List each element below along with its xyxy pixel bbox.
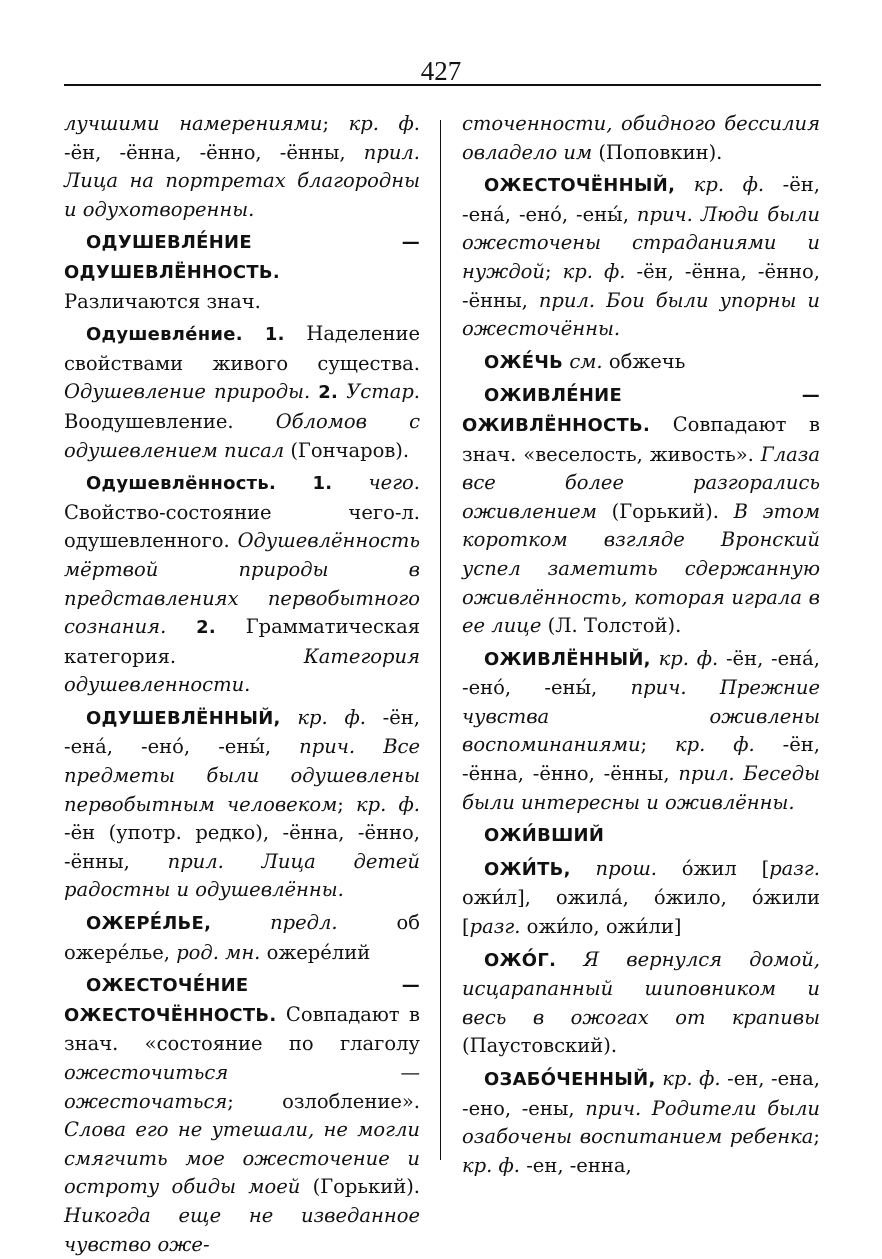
entry-text: (Поповкин). (592, 140, 723, 164)
entry-text: (Горький). (596, 499, 734, 523)
entry-text: ожи́ло, ожи́ли] (520, 915, 682, 939)
italic-text: кр. ф. (356, 792, 420, 816)
italic-text: ожесточиться — ожесточаться (64, 1061, 420, 1113)
italic-text: прош. (595, 856, 657, 880)
italic-text: Обломов с одушевлением писал (64, 409, 420, 462)
entry-text: ожере́лий (260, 940, 371, 964)
italic-text: кр. ф. (675, 733, 755, 757)
entry-text: (Паустовский). (462, 1034, 618, 1058)
entry-headword: ОЖО́Г. (484, 949, 557, 971)
entry-headword: ОЖИВЛЕ́НИЕ — ОЖИВЛЁННОСТЬ. (462, 385, 820, 436)
italic-text: прил. Беседы были интересны и оживлённы. (462, 762, 820, 814)
entry-headword: ОЖИВЛЁННЫЙ, (484, 648, 651, 670)
entry-text: Наделение свойствами живого существа. (64, 322, 420, 375)
italic-text: кр. ф. (658, 646, 719, 670)
entry-headword: 2. (318, 382, 339, 404)
dictionary-entry (462, 110, 820, 167)
dictionary-entry (462, 855, 820, 942)
entry-text: -ён (употр. редко), -ённа, -ённо, -ённы, (64, 821, 420, 873)
entry-text: ; (813, 1125, 820, 1149)
italic-text: Я вернулся домой, исцарапанный шиповником и весь в ожогах от крапивы (462, 947, 820, 1029)
entry-text: -ён, -ена́, -ено́, -ены́, (462, 173, 820, 226)
italic-text: разг. (469, 915, 521, 939)
italic-text: сточенности, обидного бессилия овладело им (462, 112, 820, 164)
dictionary-entry (462, 171, 820, 344)
italic-text: см. (569, 349, 603, 373)
right-column (462, 110, 820, 1180)
entry-headword: Одушевлённость. 1. (86, 473, 333, 495)
entry-text (338, 380, 346, 403)
entry-text: ; озлобление». (227, 1089, 420, 1113)
entry-text (675, 173, 694, 196)
italic-text: Одушевление природы. (64, 380, 311, 404)
entry-headword: ОДУШЕВЛЁННЫЙ, (86, 707, 281, 729)
italic-text: Слова его не утешали, не могли смягчить мое ожесточение и остроту обиды моей (64, 1118, 420, 1199)
entry-text (332, 471, 368, 494)
entry-text: ; (337, 792, 357, 816)
italic-text: разг. (769, 856, 820, 880)
entry-text: Воодушевление. (64, 409, 276, 433)
dictionary-entry (462, 821, 820, 851)
dictionary-entry (462, 1065, 820, 1180)
entry-headword: ОЗАБО́ЧЕННЫЙ, (484, 1069, 656, 1090)
dictionary-entry (462, 348, 820, 378)
italic-text: кр. ф. (462, 1153, 520, 1177)
entry-headword: ОЖЕСТОЧЕ́НИЕ — ОЖЕСТОЧЁННОСТЬ. (64, 975, 420, 1026)
italic-text: прич. Родители были озабочены воспитанием ребенка (462, 1096, 820, 1149)
entry-text: ; (544, 259, 563, 283)
entry-text: обжечь (602, 349, 686, 373)
entry-text (571, 857, 596, 880)
dictionary-entry (64, 469, 420, 700)
entry-text (166, 615, 196, 638)
italic-text: кр. ф. (662, 1067, 721, 1090)
entry-headword: ОЖЕРЕ́ЛЬЕ, (86, 913, 212, 935)
entry-text: Свойство-состояние чего-л. одушевленного. (64, 500, 420, 553)
entry-headword: 2. (196, 617, 216, 639)
dictionary-entry (462, 381, 820, 640)
entry-text (281, 706, 298, 729)
entry-headword: ОЖИ́ВШИЙ (484, 825, 605, 847)
entry-text: (Л. Толстой). (541, 614, 682, 638)
entry-text (211, 911, 270, 934)
italic-text: кр. ф. (297, 705, 366, 729)
entry-headword: ОЖЕ́ЧЬ (484, 351, 564, 373)
entry-text: -ен, -ена, -ено, -ены, (462, 1067, 820, 1120)
entry-text: -ён, -ена́, -ено́, -ены́, (462, 646, 820, 700)
entry-text: Грамматическая категория. (64, 615, 421, 668)
italic-text: прич. Все предметы были одушевлены первобытным человеком (64, 735, 420, 816)
dictionary-entry (64, 909, 420, 967)
italic-text: прил. Лица на портретах благородны и одухотворенны. (64, 140, 420, 221)
entry-text: Различаются знач. (64, 289, 261, 313)
italic-text: Устар. (346, 380, 420, 404)
italic-text: Одушевлённость мёртвой природы в представлениях первобытного сознания. (64, 529, 420, 639)
entry-headword: Одушевле́ние. 1. (86, 324, 285, 346)
entry-text: -ён, -ена́, -ено́, -ены́, (64, 705, 420, 759)
dictionary-entry (64, 971, 420, 1259)
dictionary-entry (462, 946, 820, 1061)
page-number: 427 (420, 56, 462, 86)
entry-text: -ён, -ённа, -ённо, -ённы, (462, 259, 820, 312)
dictionary-entry (462, 645, 820, 818)
left-column (64, 110, 420, 1259)
entry-text: о́жил [ (656, 856, 770, 880)
dictionary-entry (64, 228, 420, 316)
entry-text: -ён, -ённа, -ённо, -ённы, (462, 733, 820, 786)
italic-text: чего. (368, 471, 420, 495)
italic-text: Глаза все более разгорались оживлением (462, 442, 820, 523)
entry-headword: ОДУШЕВЛЕ́НИЕ — ОДУШЕВЛЁННОСТЬ. (64, 232, 420, 283)
italic-text: предл. (270, 911, 338, 935)
entry-text: (Гончаров). (284, 438, 410, 462)
italic-text: кр. ф. (693, 173, 765, 197)
italic-text: прил. Бои были упорны и ожесточённы. (462, 288, 820, 341)
italic-text: прич. Люди были ожесточены страданиями и нуждой (462, 202, 820, 283)
column-divider (440, 120, 441, 1160)
italic-text: прил. Лица детей радостны и одушевлённы. (64, 849, 420, 902)
italic-text: лучшими намерениями (64, 112, 323, 135)
entry-headword: ОЖЕСТОЧЁННЫЙ, (484, 175, 676, 197)
dictionary-entry (64, 320, 420, 465)
entry-text: ; (322, 112, 349, 135)
italic-text: прич. Прежние чувства оживлены воспоминаниями (462, 676, 820, 757)
italic-text: Категория одушевленности. (64, 644, 420, 697)
header-rule (64, 84, 821, 86)
italic-text: кр. ф. (348, 112, 420, 135)
dictionary-entry (64, 704, 420, 905)
entry-text: Совпадают в знач. «веселость, живость». (462, 412, 820, 466)
entry-text: ожи́л], ожила́, о́жило, о́жили [ (462, 886, 820, 939)
italic-text: кр. ф. (562, 259, 626, 283)
italic-text: В этом коротком взгляде Вронский успел заметить сдержанную оживлённость, которая играла в ее лице (462, 499, 820, 638)
entry-text (556, 948, 583, 971)
entry-text: -ен, -енна, (520, 1153, 632, 1177)
entry-headword: ОЖИ́ТЬ, (484, 858, 571, 880)
dictionary-entry (64, 110, 420, 224)
entry-text: (Горький). (300, 1175, 420, 1199)
italic-text: род. мн. (176, 940, 261, 964)
entry-text: об ожере́лье, (64, 911, 420, 964)
entry-text: -ён, -ённа, -ённо, -ённы, (64, 140, 364, 164)
entry-text (651, 647, 659, 670)
italic-text: Никогда еще не изведанное чувство оже- (64, 1203, 420, 1256)
entry-text: Совпадают в знач. «состояние по глаголу (64, 1002, 420, 1056)
entry-text: ; (640, 733, 676, 757)
